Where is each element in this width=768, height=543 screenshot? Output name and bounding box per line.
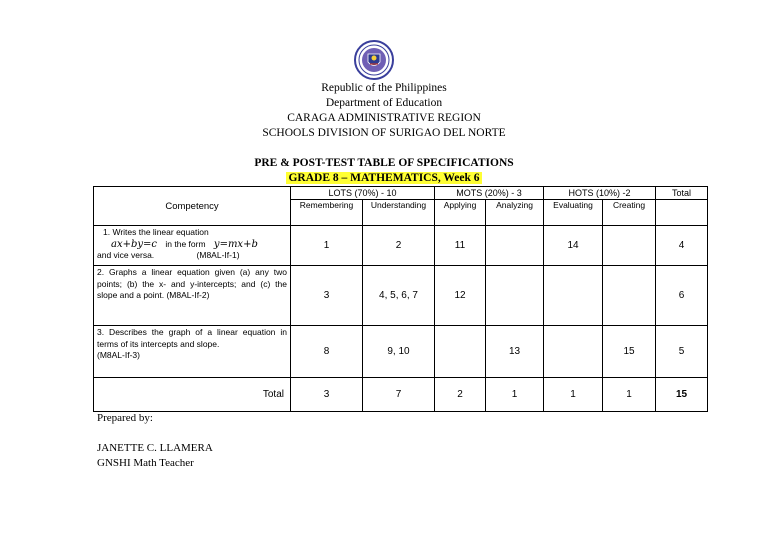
deped-seal-icon — [354, 40, 394, 80]
total-remembering: 3 — [291, 378, 363, 412]
evaluating-header: Evaluating — [544, 200, 603, 226]
equation-slope-form: y=mx+b — [213, 238, 258, 250]
equation-line — [97, 239, 287, 251]
table-row — [94, 326, 708, 378]
cell-creating: 15 — [603, 326, 656, 378]
table-row — [94, 226, 708, 266]
competency-code: (M8AL-If-3) — [97, 350, 140, 360]
cell-evaluating — [544, 266, 603, 326]
cell-total: 4 — [656, 226, 708, 266]
analyzing-header: Analyzing — [486, 200, 544, 226]
totals-row — [94, 378, 708, 412]
cell-understanding: 4, 5, 6, 7 — [363, 266, 435, 326]
competency-text: 3. Describes the graph of a linear equation in terms of its intercepts and slope. — [97, 327, 287, 349]
cell-evaluating: 14 — [544, 226, 603, 266]
totals-label: Total — [94, 378, 291, 412]
total-applying: 2 — [435, 378, 486, 412]
cell-analyzing: 13 — [486, 326, 544, 378]
applying-header: Applying — [435, 200, 486, 226]
total-header: Total — [656, 187, 708, 200]
understanding-header: Understanding — [363, 200, 435, 226]
document-subtitle — [0, 171, 768, 186]
header-department: Department of Education — [325, 97, 443, 109]
cell-applying: 11 — [435, 226, 486, 266]
cell-understanding: 2 — [363, 226, 435, 266]
cell-applying: 12 — [435, 266, 486, 326]
total-creating: 1 — [603, 378, 656, 412]
preparer-name: JANETTE C. LLAMERA — [97, 442, 213, 454]
cell-total: 6 — [656, 266, 708, 326]
remembering-header: Remembering — [291, 200, 363, 226]
equation-connector: in the form — [165, 238, 206, 249]
creating-header: Creating — [603, 200, 656, 226]
cell-analyzing — [486, 226, 544, 266]
total-evaluating: 1 — [544, 378, 603, 412]
competency-cell — [94, 326, 291, 378]
cell-total: 5 — [656, 326, 708, 378]
competency-code: (M8AL-If-1) — [196, 250, 240, 260]
cell-evaluating — [544, 326, 603, 378]
table-row — [94, 266, 708, 326]
competency-tail — [97, 250, 287, 262]
competency-cell — [94, 226, 291, 266]
preparer-position: GNSHI Math Teacher — [97, 457, 194, 469]
header-region: CARAGA ADMINISTRATIVE REGION — [287, 112, 481, 124]
equation-standard-form: ax+by=c — [111, 238, 158, 250]
cell-analyzing — [486, 266, 544, 326]
prepared-by-label: Prepared by: — [97, 412, 153, 424]
specification-table — [93, 186, 708, 412]
header-republic: Republic of the Philippines — [321, 82, 447, 94]
cell-understanding: 9, 10 — [363, 326, 435, 378]
cell-creating — [603, 226, 656, 266]
competency-cell: 2. Graphs a linear equation given (a) any two points; (b) the x- and y-intercepts; and (c) the slope and a point. (M8AL-If-2) — [94, 266, 291, 326]
cell-creating — [603, 266, 656, 326]
header-division: SCHOOLS DIVISION OF SURIGAO DEL NORTE — [262, 127, 506, 139]
mots-header: MOTS (20%) - 3 — [435, 187, 544, 200]
hots-header: HOTS (10%) -2 — [544, 187, 656, 200]
lots-header: LOTS (70%) - 10 — [291, 187, 435, 200]
competency-tail-text: and vice versa. — [97, 250, 155, 260]
cell-applying — [435, 326, 486, 378]
subtitle-highlight: GRADE 8 – MATHEMATICS, Week 6 — [288, 172, 480, 184]
total-subheader-empty — [656, 200, 708, 226]
cell-remembering: 1 — [291, 226, 363, 266]
document-title: PRE & POST-TEST TABLE OF SPECIFICATIONS — [254, 157, 514, 169]
grand-total: 15 — [656, 378, 708, 412]
competency-text: 1. Writes the linear equation — [103, 227, 209, 237]
cell-remembering: 3 — [291, 266, 363, 326]
total-understanding: 7 — [363, 378, 435, 412]
competency-header: Competency — [94, 187, 291, 226]
total-analyzing: 1 — [486, 378, 544, 412]
cell-remembering: 8 — [291, 326, 363, 378]
